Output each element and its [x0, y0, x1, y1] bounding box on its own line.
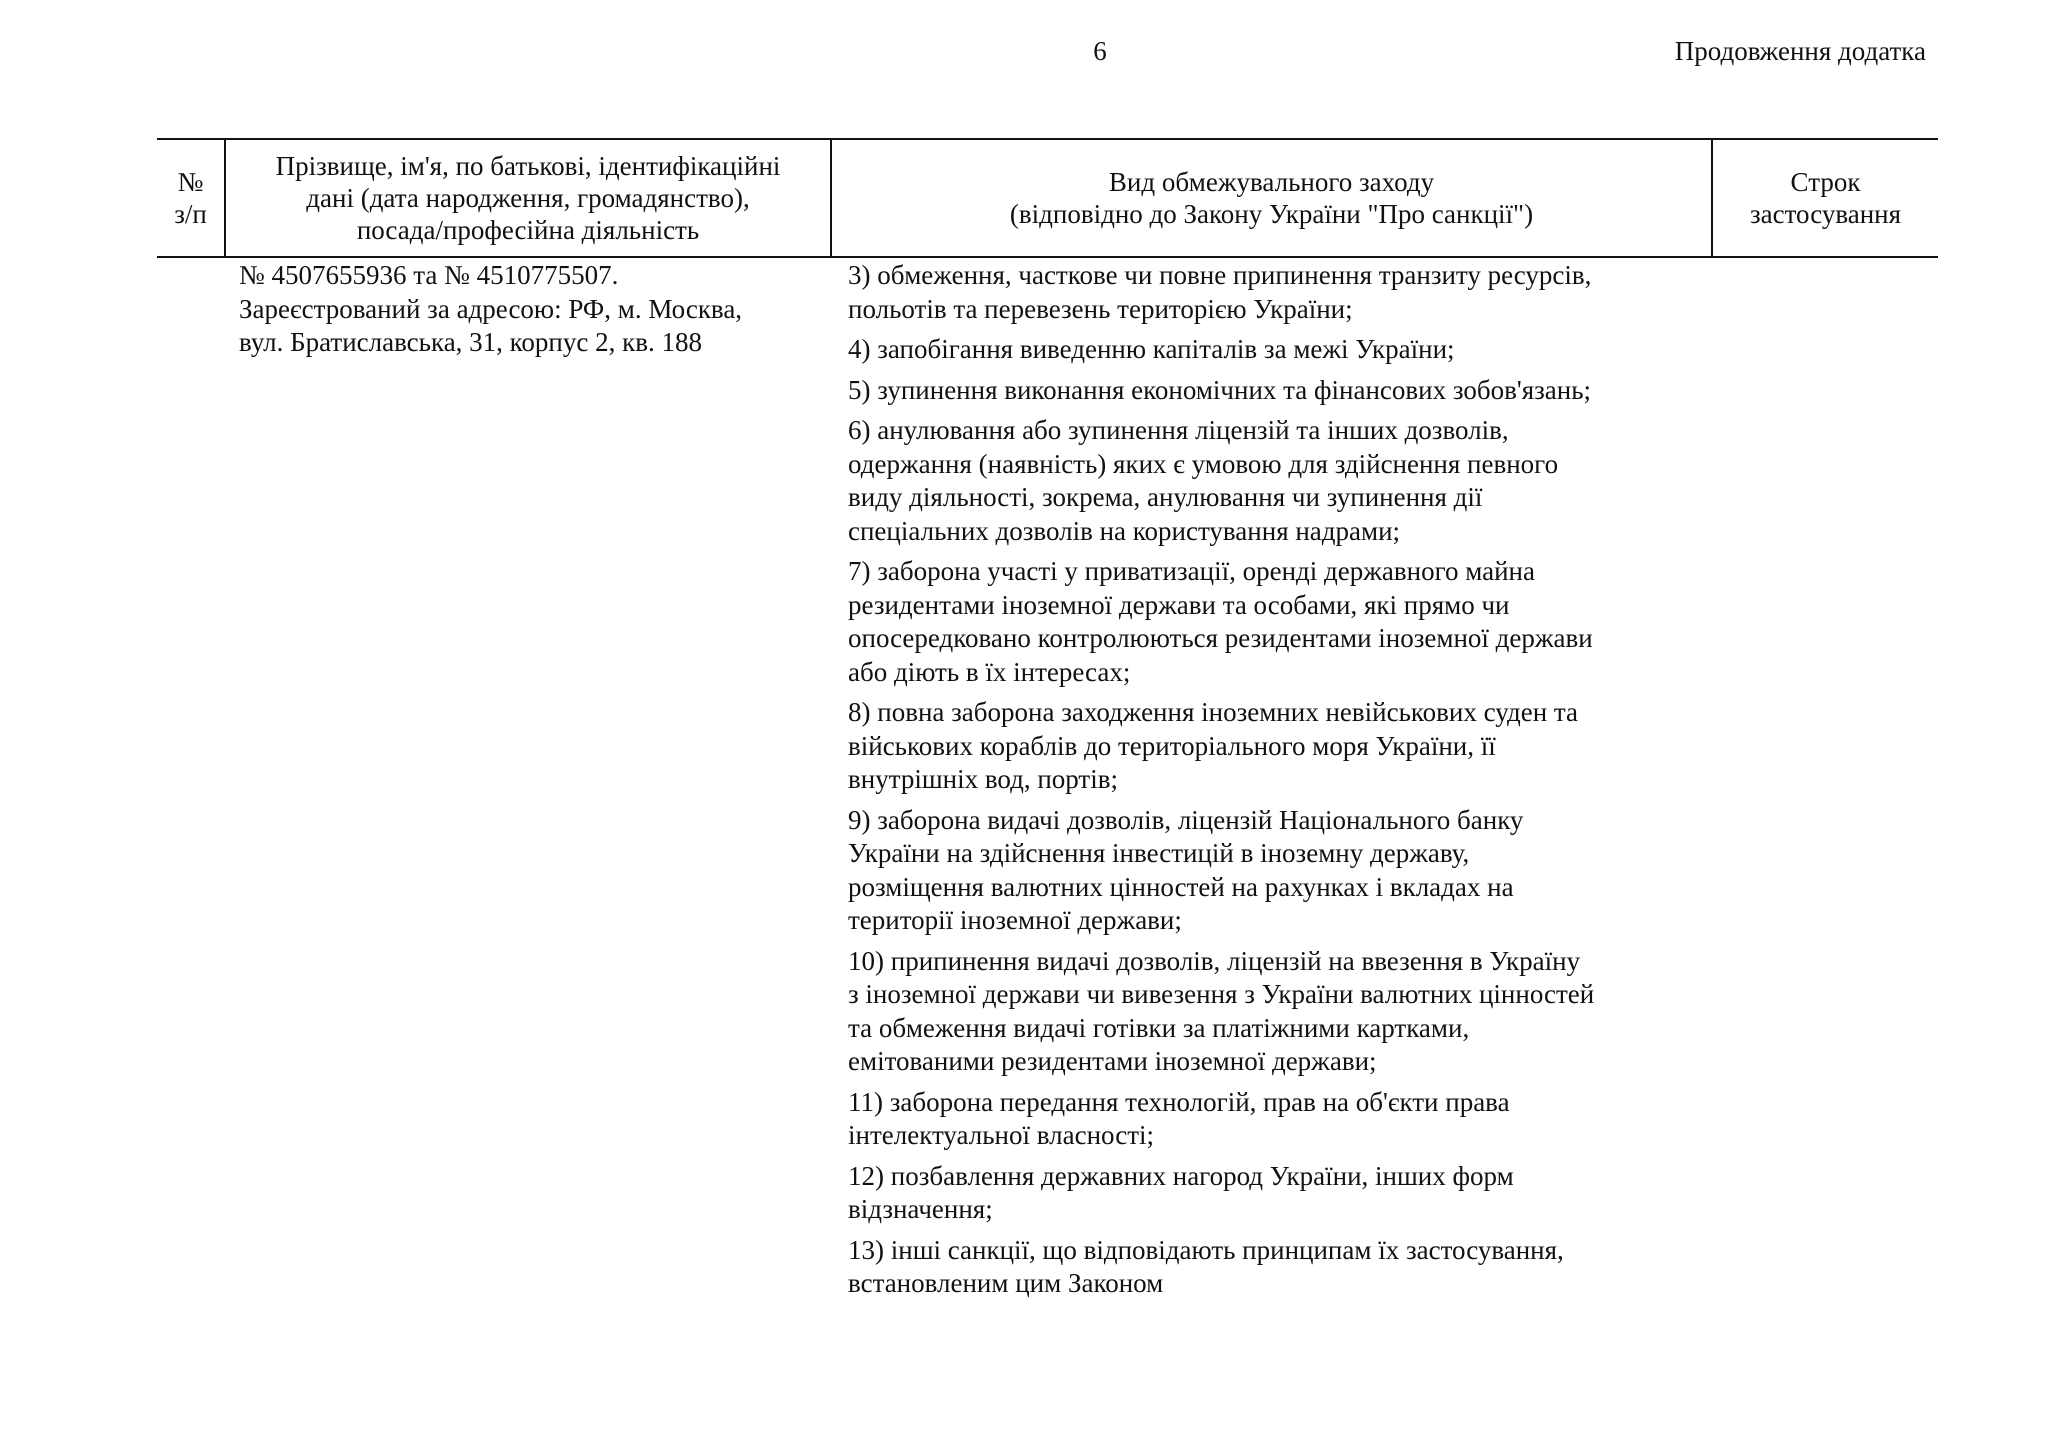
text-line: з/п	[174, 199, 207, 229]
text-line: 11) заборона передання технологій, прав на об'єкти права	[848, 1086, 1510, 1117]
text-line: Прізвище, ім'я, по батькові, ідентифікаційні	[275, 151, 781, 181]
text-line: встановленим цим Законом	[848, 1268, 1164, 1298]
sanction-measure-item	[848, 259, 1707, 326]
text-line: виду діяльності, зокрема, анулювання чи зупинення дії	[848, 482, 1483, 512]
text-line: №	[177, 167, 204, 197]
text-line: Зареєстрований за адресою: РФ, м. Москва,	[239, 293, 743, 324]
text-line: одержання (наявність) яких є умовою для здійснення певного	[848, 448, 1559, 479]
sanction-measure-item	[848, 374, 1707, 408]
sanction-measure-item	[848, 414, 1707, 548]
cell-term	[1711, 258, 1938, 1308]
sanctions-table	[157, 138, 1938, 1308]
table-row	[157, 258, 1938, 1308]
text-line: польотів та перевезень територією України;	[848, 293, 1353, 324]
sanction-measure-item	[848, 1234, 1707, 1301]
header-number	[157, 140, 224, 256]
text-line: емітованими резидентами іноземної держави;	[848, 1046, 1377, 1076]
text-line: резидентами іноземної держави та особами, які прямо чи	[848, 589, 1510, 620]
header-term	[1711, 140, 1938, 256]
text-line: відзначення;	[848, 1194, 993, 1224]
text-line: та обмеження видачі готівки за платіжними картками,	[848, 1012, 1470, 1043]
text-line: (відповідно до Закону України "Про санкції")	[1009, 199, 1534, 229]
text-line: вул. Братиславська, 31, корпус 2, кв. 188	[239, 327, 702, 357]
text-line: 6) анулювання або зупинення ліцензій та інших дозволів,	[848, 415, 1509, 445]
text-line: 13) інші санкції, що відповідають принципам їх застосування,	[848, 1234, 1564, 1265]
sanction-measure-item	[848, 555, 1707, 689]
text-line: Вид обмежувального заходу	[1108, 167, 1435, 197]
text-line: спеціальних дозволів на користування надрами;	[848, 515, 1401, 546]
text-line: № 4507655936 та № 4510775507.	[239, 260, 619, 290]
text-line: розміщення валютних цінностей на рахунках і вкладах на	[848, 871, 1514, 902]
sanction-measure-item	[848, 1086, 1707, 1153]
text-line: 12) позбавлення державних нагород України, інших форм	[848, 1160, 1514, 1191]
header-person	[224, 140, 830, 256]
sanction-measure-item	[848, 804, 1707, 938]
text-line: внутрішніх вод, портів;	[848, 764, 1118, 794]
text-line: або діють в їх інтересах;	[848, 656, 1131, 687]
text-line: Строк	[1790, 167, 1861, 197]
text-line: України на здійснення інвестицій в іноземну державу,	[848, 838, 1470, 868]
text-line: посада/професійна діяльність	[356, 215, 700, 245]
text-line: інтелектуальної власності;	[848, 1120, 1154, 1150]
text-line: дані (дата народження, громадянство),	[306, 183, 750, 213]
text-line: 8) повна заборона заходження іноземних невійськових суден та	[848, 697, 1579, 727]
table-header-row	[157, 138, 1938, 258]
text-line: застосування	[1749, 199, 1902, 229]
sanction-measure-item	[848, 1160, 1707, 1227]
cell-person-details	[157, 258, 830, 1308]
text-line: 10) припинення видачі дозволів, ліцензій на ввезення в Україну	[848, 945, 1581, 976]
page-number: 6	[1093, 36, 1107, 66]
text-line: опосередковано контролюються резидентами іноземної держави	[848, 623, 1593, 653]
cell-measures	[830, 258, 1711, 1308]
header-measure	[830, 140, 1711, 256]
text-line: 3) обмеження, часткове чи повне припинення транзиту ресурсів,	[848, 260, 1592, 290]
text-line: військових кораблів до територіального моря України, її	[848, 730, 1496, 761]
continuation-label: Продовження додатка	[1674, 36, 1926, 66]
sanction-measure-item	[848, 696, 1707, 797]
text-line: 9) заборона видачі дозволів, ліцензій Національного банку	[848, 804, 1524, 835]
sanction-measure-item	[848, 945, 1707, 1079]
text-line: з іноземної держави чи вивезення з України валютних цінностей	[848, 979, 1595, 1009]
text-line: 4) запобігання виведенню капіталів за межі України;	[848, 334, 1455, 364]
text-line: території іноземної держави;	[848, 905, 1182, 935]
text-line: 5) зупинення виконання економічних та фінансових зобов'язань;	[848, 374, 1592, 405]
text-line: 7) заборона участі у приватизації, оренді державного майна	[848, 556, 1535, 586]
sanction-measure-item	[848, 333, 1707, 367]
